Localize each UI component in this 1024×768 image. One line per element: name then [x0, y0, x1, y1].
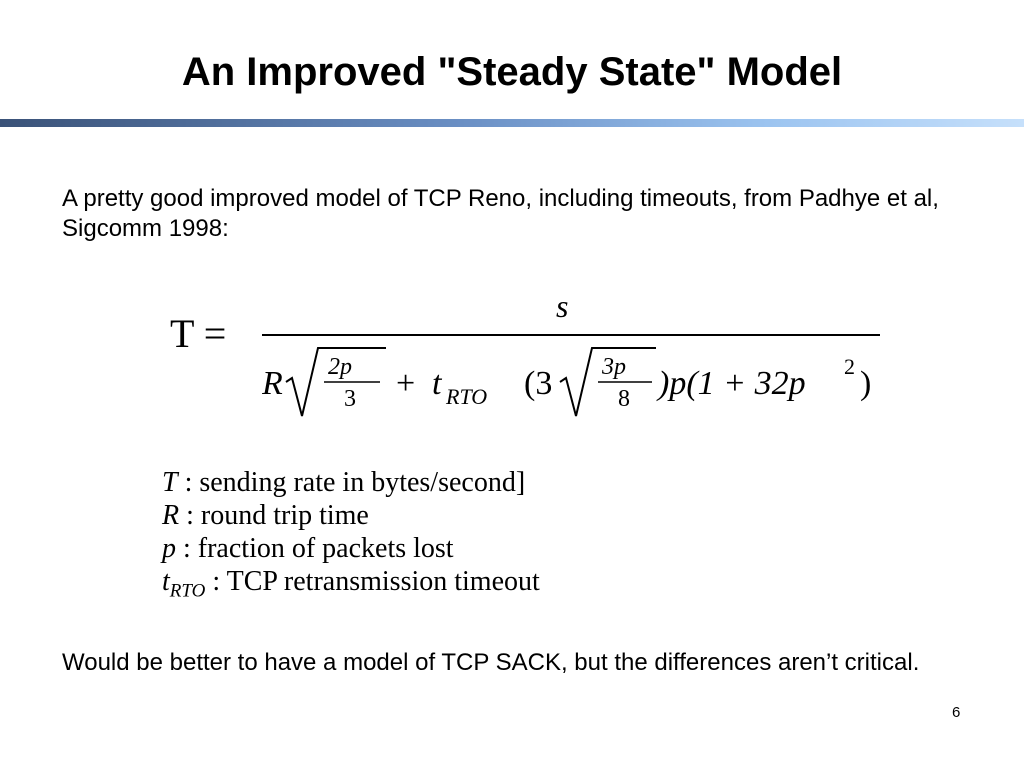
closing-paragraph: Would be better to have a model of TCP SACK, but the differences aren’t critical. [62, 649, 920, 676]
definition-text: : sending rate in bytes/second] [184, 467, 526, 498]
definition-text: : TCP retransmission timeout [212, 566, 540, 597]
denom-exp: 2 [844, 354, 855, 379]
definition-text: : round trip time [186, 500, 369, 531]
variable-definitions [162, 466, 722, 608]
formula-denominator [262, 346, 902, 426]
title-underline-bar [0, 119, 1024, 127]
definition-symbol-base: t [162, 566, 170, 597]
definition-symbol: p [162, 533, 176, 564]
definition-symbol: R [162, 500, 180, 531]
definition-row [162, 466, 722, 499]
definition-row [162, 565, 722, 608]
denom-close: ) [860, 365, 872, 402]
denom-tail: )p(1 + 32p [658, 365, 806, 402]
intro-paragraph: A pretty good improved model of TCP Reno, including timeouts, from Padhye et al, Sigcomm 1998: [62, 185, 939, 242]
definition-symbol-sub: RTO [169, 580, 206, 602]
denom-frac2-den: 8 [618, 386, 630, 412]
definition-symbol: T [162, 467, 178, 498]
formula-lhs: T = [170, 311, 227, 356]
denom-frac1-num: 2p [328, 354, 352, 380]
slide-title: An Improved "Steady State" Model [181, 50, 843, 94]
definition-row [162, 532, 722, 565]
formula-numerator: s [556, 288, 569, 324]
denom-t: t [432, 365, 442, 402]
denom-R: R [262, 365, 283, 402]
page-number: 6 [952, 704, 961, 721]
denom-open: (3 [524, 365, 553, 402]
denom-t-sub: RTO [446, 384, 488, 409]
definition-text: : fraction of packets lost [183, 533, 454, 564]
throughput-formula [166, 282, 886, 432]
definition-row [162, 499, 722, 532]
denom-frac1-den: 3 [344, 386, 356, 412]
formula-fraction-bar [262, 334, 880, 336]
definition-symbol [162, 565, 205, 608]
denom-frac2-num: 3p [602, 354, 626, 380]
denom-plus: + [396, 365, 416, 402]
